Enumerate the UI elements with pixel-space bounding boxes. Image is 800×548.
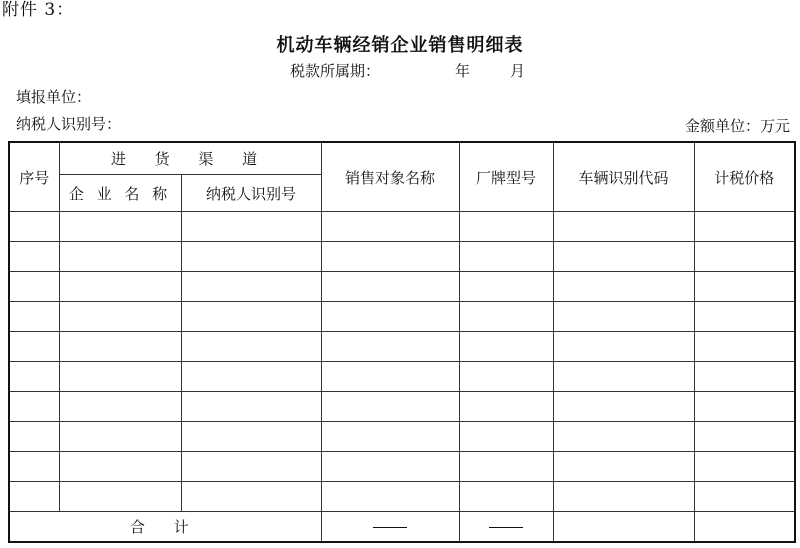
table-cell bbox=[321, 452, 459, 482]
table-cell bbox=[321, 302, 459, 332]
table-cell bbox=[553, 212, 694, 242]
form-title: 机动车辆经销企业销售明细表 bbox=[276, 35, 524, 56]
table-cell bbox=[321, 332, 459, 362]
table-cell bbox=[59, 242, 181, 272]
table-cell bbox=[181, 422, 321, 452]
total-label: 合 计 bbox=[9, 512, 321, 543]
tax-period bbox=[290, 62, 526, 80]
tax-period-year-label: 年 bbox=[455, 62, 471, 80]
table-cell bbox=[459, 452, 553, 482]
total-buyer-name-cell bbox=[321, 512, 459, 543]
table-cell bbox=[553, 332, 694, 362]
table-cell bbox=[553, 272, 694, 302]
table-cell bbox=[459, 242, 553, 272]
header-buyer-name: 销售对象名称 bbox=[321, 142, 459, 212]
table-cell bbox=[321, 362, 459, 392]
table-cell bbox=[459, 302, 553, 332]
table-cell bbox=[321, 482, 459, 512]
header-purchase-channel: 进 货 渠 道 bbox=[59, 142, 321, 175]
table-row bbox=[9, 422, 795, 452]
table-cell bbox=[9, 482, 59, 512]
table-cell bbox=[181, 212, 321, 242]
table-cell bbox=[459, 392, 553, 422]
header-company-taxid: 纳税人识别号 bbox=[181, 175, 321, 212]
table-row bbox=[9, 242, 795, 272]
table-cell bbox=[321, 242, 459, 272]
table-cell bbox=[694, 302, 795, 332]
table-row bbox=[9, 482, 795, 512]
total-brand-model-cell bbox=[459, 512, 553, 543]
table-row bbox=[9, 362, 795, 392]
table-cell bbox=[181, 332, 321, 362]
sales-detail-table bbox=[8, 141, 796, 543]
table-cell bbox=[9, 392, 59, 422]
table-cell bbox=[694, 272, 795, 302]
amount-unit-label: 金额单位：万元 bbox=[684, 117, 790, 135]
table-cell bbox=[59, 482, 181, 512]
table-cell bbox=[59, 392, 181, 422]
table-cell bbox=[9, 302, 59, 332]
table-cell bbox=[59, 302, 181, 332]
table-cell bbox=[59, 362, 181, 392]
table-cell bbox=[181, 362, 321, 392]
table-cell bbox=[694, 482, 795, 512]
table-cell bbox=[553, 242, 694, 272]
header-seq: 序号 bbox=[9, 142, 59, 212]
dash-mark bbox=[373, 527, 407, 528]
table-cell bbox=[181, 272, 321, 302]
table-cell bbox=[321, 212, 459, 242]
table-cell bbox=[9, 452, 59, 482]
table-cell bbox=[321, 272, 459, 302]
table-cell bbox=[9, 422, 59, 452]
table-cell bbox=[694, 242, 795, 272]
table-row bbox=[9, 332, 795, 362]
table-row bbox=[9, 302, 795, 332]
header-vin: 车辆识别代码 bbox=[553, 142, 694, 212]
table-cell bbox=[553, 392, 694, 422]
table-cell bbox=[321, 422, 459, 452]
table-cell bbox=[694, 392, 795, 422]
table-cell bbox=[59, 212, 181, 242]
table-cell bbox=[59, 452, 181, 482]
table-cell bbox=[59, 422, 181, 452]
table-cell bbox=[9, 272, 59, 302]
table-cell bbox=[553, 452, 694, 482]
table-cell bbox=[694, 422, 795, 452]
table-cell bbox=[9, 212, 59, 242]
taxpayer-id-label: 纳税人识别号： bbox=[16, 115, 122, 133]
table-cell bbox=[321, 392, 459, 422]
table-cell bbox=[181, 242, 321, 272]
tax-period-label: 税款所属期： bbox=[290, 62, 381, 80]
table-cell bbox=[694, 212, 795, 242]
table-cell bbox=[459, 332, 553, 362]
total-row bbox=[9, 512, 795, 543]
table-cell bbox=[694, 332, 795, 362]
table-cell bbox=[9, 332, 59, 362]
table-cell bbox=[9, 362, 59, 392]
table-cell bbox=[59, 272, 181, 302]
total-vin-cell bbox=[553, 512, 694, 543]
table-cell bbox=[553, 482, 694, 512]
total-tax-price-cell bbox=[694, 512, 795, 543]
table-cell bbox=[459, 482, 553, 512]
table-cell bbox=[694, 452, 795, 482]
table-cell bbox=[694, 362, 795, 392]
table-cell bbox=[459, 272, 553, 302]
table-cell bbox=[459, 422, 553, 452]
table-row bbox=[9, 212, 795, 242]
table-row bbox=[9, 392, 795, 422]
table-cell bbox=[59, 332, 181, 362]
header-brand-model: 厂牌型号 bbox=[459, 142, 553, 212]
filler-unit-label: 填报单位： bbox=[16, 88, 92, 106]
table-cell bbox=[181, 302, 321, 332]
table-row bbox=[9, 272, 795, 302]
header-row-1 bbox=[9, 142, 795, 175]
attachment-label: 附件 3： bbox=[2, 0, 75, 20]
tax-period-month-label: 月 bbox=[510, 62, 526, 80]
table-row bbox=[9, 452, 795, 482]
header-tax-price: 计税价格 bbox=[694, 142, 795, 212]
table-cell bbox=[181, 452, 321, 482]
table-cell bbox=[553, 302, 694, 332]
table-cell bbox=[9, 242, 59, 272]
dash-mark bbox=[489, 527, 523, 528]
table-cell bbox=[553, 362, 694, 392]
table-cell bbox=[553, 422, 694, 452]
header-company-name: 企 业 名 称 bbox=[59, 175, 181, 212]
table-cell bbox=[459, 362, 553, 392]
table-cell bbox=[459, 212, 553, 242]
table-cell bbox=[181, 392, 321, 422]
table-cell bbox=[181, 482, 321, 512]
